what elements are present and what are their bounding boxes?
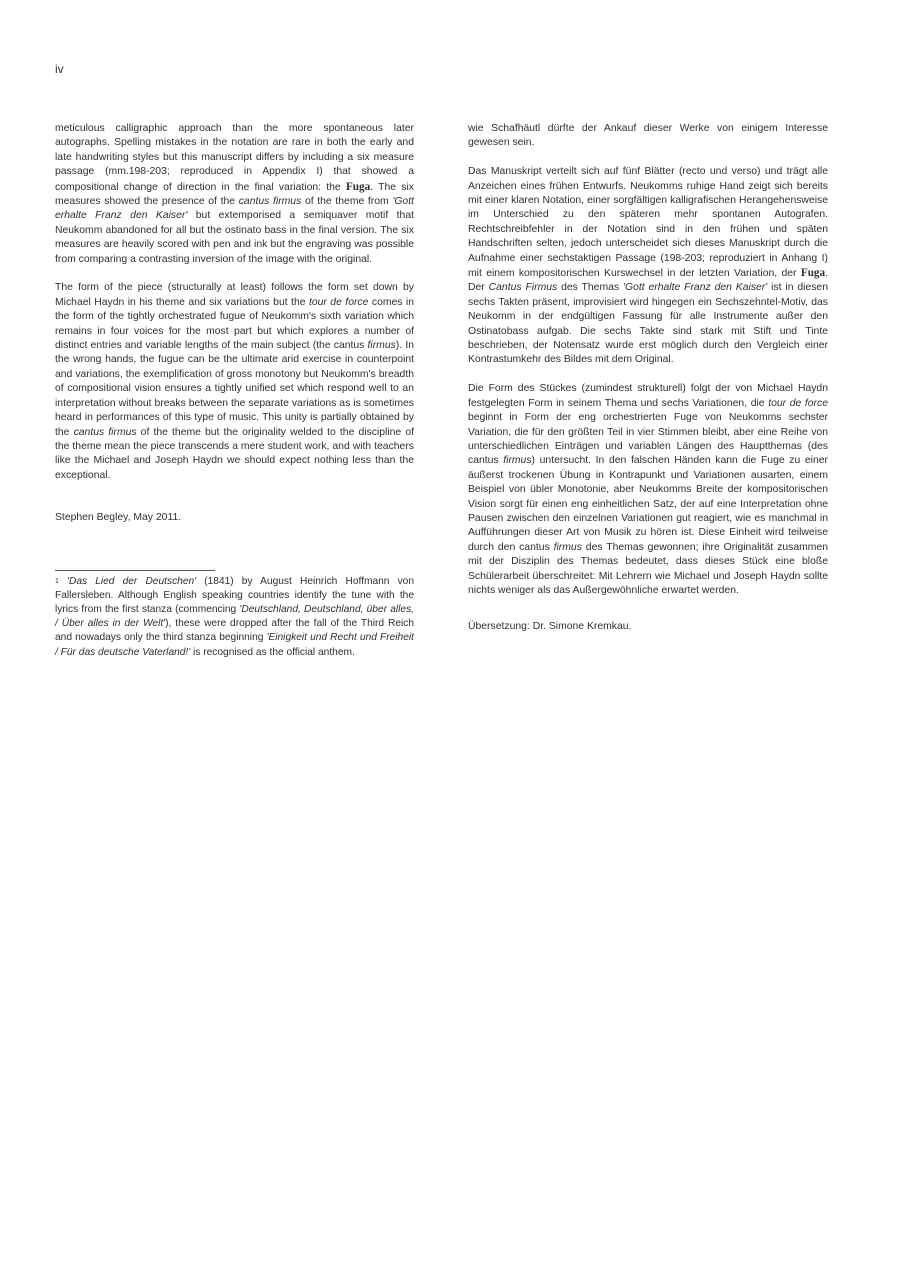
paragraph-manuskript	[468, 165, 828, 368]
italic-term: Cantus Firmus	[488, 282, 558, 294]
fuga-term: Fuga	[345, 180, 371, 193]
text-run: des Themas gewonnen; ihre Originalität zusammen mit der Disziplin des Themas bedeutet, dass dieses Stück eine bloße Schülerarbeit überschreitet: Mit Lehrern wie Michael und Joseph Haydn sollte nichts weniger als das Außergewöhnliche erwartet werden.	[468, 541, 828, 596]
text-run: is recognised as the official anthem.	[190, 646, 355, 658]
text-run: ist in diesen sechs Takten präsent, improvisiert wird hingegen ein Sechszehntel-Motiv, das Neukomm in der endgültigen Fassung für alle Instrumente außer den Ostinatobass aufgab. Die sechs Takte sind stark mit Stift und Tinte beschrieben, der Notensatz wurde erst möglich durch den Vergleich einer Kontrastumkehr des Bildes mit dem Original.	[468, 282, 828, 366]
italic-quote: 'Einigkeit und Recht und Freiheit / Für das deutsche Vaterland!'	[55, 632, 414, 658]
italic-term: firmus	[553, 541, 582, 553]
italic-term: firmus	[503, 455, 532, 467]
text-run: Das Manuskript verteilt sich auf fünf Blätter (recto und verso) und trägt alle Anzeichen eines frühen Entwurfs. Neukomms ruhige Hand zeigt sich bereits mit einer klaren Notation, einer sorgfältigen kalligrafischen Herangehensweise im Unterschied zu den späteren mehr spontanen Autografen. Rechtschreibfehler in der Notation sind in den frühen und späten Handschriften selten, jedoch unterscheidet sich dieses Manuskript durch die Aufnahme einer sechstaktigen Passage (198-203; reproduziert in Anhang I) mit einem kompositorischen Kurswechsel in der letzten Variation, der	[468, 166, 828, 280]
italic-term: tour de force	[308, 296, 369, 308]
page-number: iv	[55, 62, 64, 76]
text-run: of the theme from	[301, 196, 393, 208]
fuga-term: Fuga	[800, 267, 826, 280]
footnote-divider	[55, 570, 215, 571]
author-signature: Stephen Begley, May 2011.	[55, 512, 182, 524]
italic-term: cantus firmus	[73, 426, 137, 438]
text-run: ), these were dropped after the fall of the Third Reich and nowadays only the third stanza beginning	[55, 618, 415, 644]
text-run: of the theme but the originality welded to the discipline of the theme mean the piece transcends a mere student work, and with teachers like the Michael and Joseph Haydn we should expect nothing less than the exceptional.	[55, 426, 414, 481]
left-column-english	[55, 122, 414, 660]
text-run: comes in the form of the tightly orchestrated fugue of Neukomm's sixth variation which remains in four voices for the most part but which explores a number of distinct entries and variable lengths of the main subject (the cantus	[55, 296, 415, 352]
text-run: beginnt in Form der eng orchestrierten Fuge von Neukomms sechster Variation, die für den größten Teil in vier Stimmen bleibt, aber eine Reihe von unterschiedlichen Einträgen und variablen Längen des Hauptthemas (des cantus	[468, 412, 828, 467]
paragraph-schafhaeutl: wie Schafhäutl dürfte der Ankauf dieser Werke von einigem Interesse gewesen sein.	[468, 123, 828, 149]
text-run: ) untersucht. In den falschen Händen kann die Fuge zu einer äußerst trockenen Übung in Kontrapunkt und Variationen ausarten, einem Beispiel von übler Monotonie, aber Neukomms Breite der kompositorischen Vision sorgt für einen eng einheitlichen Satz, der auf eine Interpretation ohne Pausen zwischen den einzelnen Variationen gut reagiert, wie es manchmal in Aufführungen dieser Art von Musik zu hören ist. Diese Einheit wird teilweise durch den cantus	[468, 455, 828, 553]
text-run: The form of the piece (structurally at least) follows the form set down by Michael Haydn in his theme and six variations but the	[55, 282, 414, 308]
text-run: Die Form des Stückes (zumindest strukturell) folgt der von Michael Haydn festgelegten Form in seinem Thema und sechs Variationen, die	[468, 383, 828, 409]
italic-title: 'Das Lied der Deutschen'	[67, 575, 197, 587]
footnote-marker: 1	[55, 577, 59, 585]
italic-title: 'Gott erhalte Franz den Kaiser'	[55, 196, 414, 222]
paragraph-form-des-stueckes	[468, 382, 828, 598]
paragraph-manuscript-description	[55, 122, 414, 267]
right-column-german	[468, 122, 828, 649]
text-run: meticulous calligraphic approach than the more spontaneous later autographs. Spelling mistakes in the notation are rare in both the early and late handwriting styles but this manuscript differs by including a six measure passage (mm.198-203; reproduced in Appendix I) that showed a compositional change of direction in the final variation: the	[55, 123, 414, 193]
translator-credit: Übersetzung: Dr. Simone Kremkau.	[468, 621, 632, 633]
text-run: ). In the wrong hands, the fugue can be the ultimate arid exercise in counterpoint and variations, the exemplification of gross monotony but Neukomm's breadth of compositional vision ensures a tightly unified set which respond well to an interpretation without breaks between the separate variations as is sometimes heard in performances of this type of music. This unity is partially obtained by the	[55, 340, 414, 438]
paragraph-form-of-piece	[55, 281, 414, 483]
footnote	[55, 575, 414, 660]
text-run: (1841) by August Heinrich Hoffmann von Fallersleben. Although English speaking countries identify the tune with the lyrics from the first stanza (commencing	[55, 575, 414, 615]
italic-title: 'Gott erhalte Franz den Kaiser'	[622, 282, 768, 294]
italic-term: tour de force	[768, 397, 828, 409]
text-run: . The six measures showed the presence of the	[55, 181, 414, 208]
italic-term: firmus	[367, 340, 396, 352]
italic-quote: 'Deutschland, Deutschland, über alles, / Über alles in der Welt'	[55, 603, 414, 630]
text-run: but extemporised a semiquaver motif that Neukomm abandoned for all but the ostinato bass in the final version. The six measures are heavily scored with pen and ink but the engraving was possible from comparing a contrasting inversion of the image with the original.	[55, 210, 415, 265]
italic-term: cantus firmus	[238, 196, 302, 208]
text-run: des Themas	[557, 282, 623, 294]
text-run: . Der	[468, 268, 828, 294]
